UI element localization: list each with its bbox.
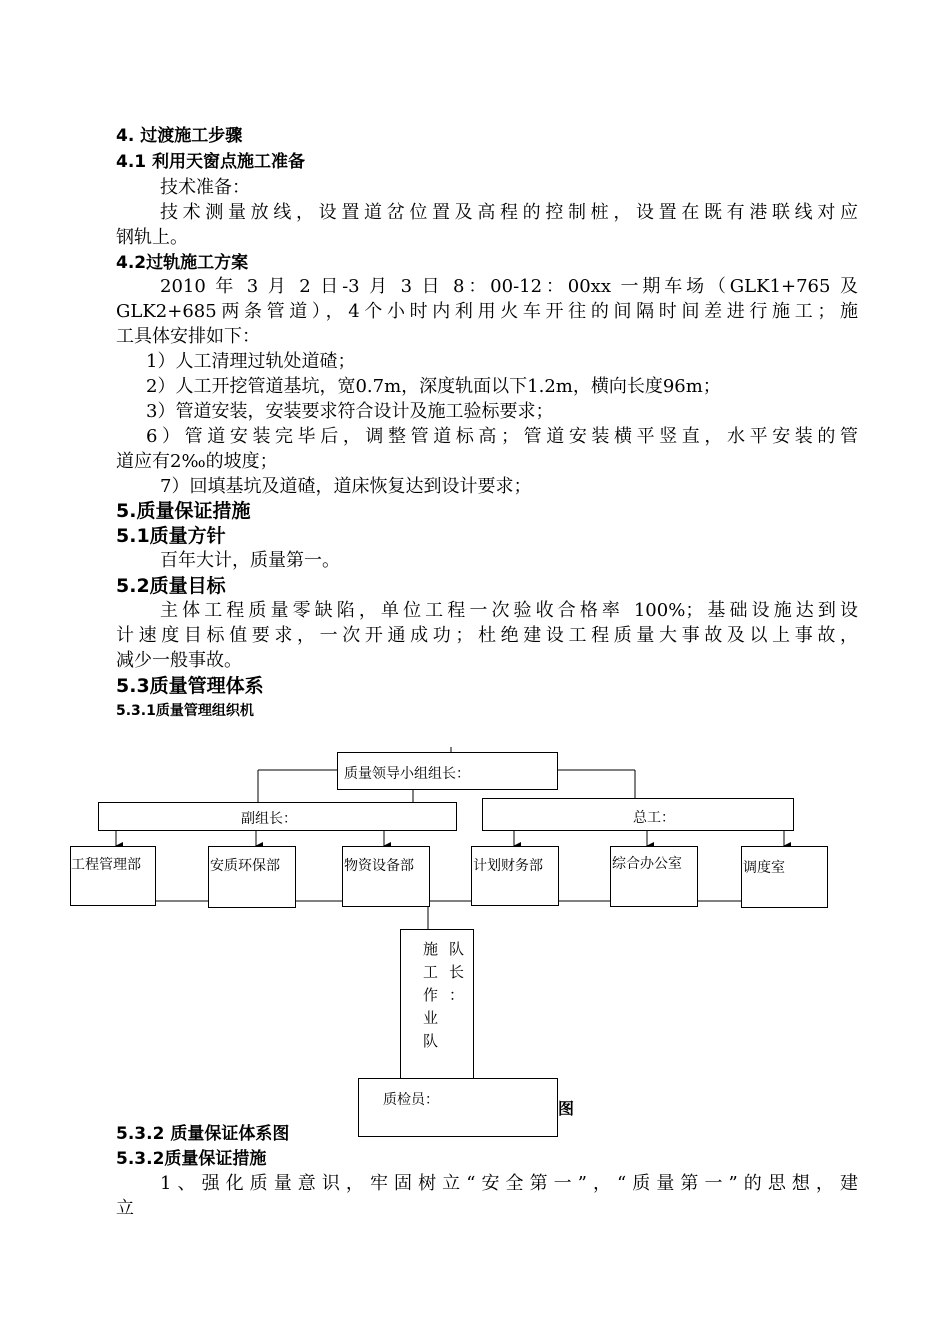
heading-5-3-1: 5.3.1质量管理组织机 [116, 703, 254, 719]
paragraph: 钢轨上。 [116, 227, 188, 248]
paragraph: 技术准备： [160, 177, 250, 198]
team-leader-vertical: 队 长 ： [449, 940, 465, 1004]
heading-5-3-2-system: 5.3.2 质量保证体系图 [116, 1124, 290, 1144]
dept-label: 综合办公室 [612, 856, 682, 872]
heading-5-3: 5.3质量管理体系 [116, 675, 264, 697]
paragraph: GLK2+685两条管道），4个小时内利用火车开往的间隔时间差进行施工；施 [116, 301, 858, 322]
chief-engineer-label: 总工： [633, 810, 675, 826]
dept-label: 物资设备部 [344, 858, 414, 874]
heading-4-2: 4.2过轨施工方案 [116, 253, 249, 273]
heading-4-1: 4.1 利用天窗点施工准备 [116, 152, 306, 172]
paragraph: 技术测量放线，设置道岔位置及高程的控制桩，设置在既有港联线对应 [160, 202, 858, 223]
paragraph: 减少一般事故。 [116, 650, 242, 671]
paragraph: 百年大计，质量第一。 [160, 550, 340, 571]
dept-box [471, 846, 559, 906]
paragraph: 工具体安排如下： [116, 326, 260, 347]
dept-label: 调度室 [743, 860, 785, 876]
paragraph: 计速度目标值要求，一次开通成功；杜绝建设工程质量大事故及以上事故， [116, 625, 858, 646]
leader-box [337, 752, 558, 790]
list-item: 1）人工清理过轨处道碴； [146, 351, 356, 372]
paragraph: 立 [116, 1198, 134, 1219]
paragraph: 1、强化质量意识，牢固树立“安全第一”，“质量第一”的思想，建 [160, 1173, 858, 1194]
list-item: 道应有2‰的坡度； [116, 451, 278, 472]
dept-label: 计划财务部 [473, 858, 543, 874]
heading-section-5: 5.质量保证措施 [116, 500, 251, 522]
dept-box [741, 846, 828, 908]
dept-box [70, 846, 156, 906]
heading-5-3-2-measures: 5.3.2质量保证措施 [116, 1149, 267, 1169]
inspector-box [358, 1078, 558, 1137]
list-item: 3）管道安装，安装要求符合设计及施工验标要求； [146, 401, 554, 422]
list-item: 6）管道安装完毕后，调整管道标高；管道安装横平竖直，水平安装的管 [146, 426, 858, 447]
paragraph: 主体工程质量零缺陷，单位工程一次验收合格率 100%；基础设施达到设 [160, 600, 858, 621]
leader-label: 质量领导小组组长： [344, 766, 470, 782]
dept-box [610, 846, 698, 907]
chief-engineer-box [482, 798, 794, 831]
list-item: 7）回填基坑及道碴，道床恢复达到设计要求； [160, 476, 532, 497]
deputy-box [98, 802, 457, 831]
heading-5-1: 5.1质量方针 [116, 525, 226, 547]
dept-label: 安质环保部 [210, 858, 280, 874]
inspector-label: 质检员： [383, 1092, 439, 1108]
heading-section-4: 4. 过渡施工步骤 [116, 126, 243, 146]
list-item: 2）人工开挖管道基坑，宽0.7m，深度轨面以下1.2m，横向长度96m； [146, 376, 721, 397]
dept-label: 工程管理部 [71, 857, 141, 873]
dept-box [342, 846, 430, 907]
deputy-label: 副组长： [241, 811, 297, 827]
dept-box [208, 846, 296, 908]
team-name-vertical: 施 工 作 业 队 [423, 940, 439, 1050]
heading-5-2: 5.2质量目标 [116, 575, 226, 597]
diagram-caption-fragment: 图 [558, 1099, 575, 1118]
paragraph: 2010 年 3 月 2 日-3 月 3 日 8：00-12：00xx 一期车场（GLK1+765 及 [160, 276, 858, 297]
